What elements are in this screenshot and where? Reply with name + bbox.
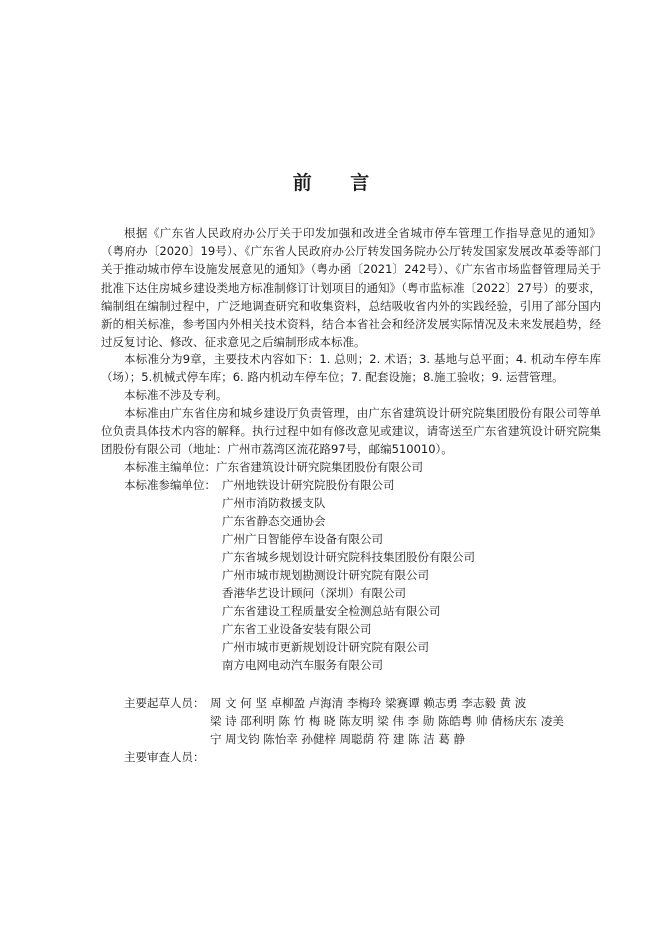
drafters-names-line: 宁 周戈钧 陈怡幸 孙健梓 周聪荫 符 建 陈 洁 葛 静 [210, 732, 466, 746]
participating-org: 香港华艺设计顾问（深圳）有限公司 [222, 586, 406, 600]
preface-paragraph-contents [101, 350, 601, 386]
chief-editor-label: 本标准主编单位： [124, 460, 216, 474]
participating-org: 广东省城乡规划设计研究院科技集团股份有限公司 [222, 550, 475, 564]
reviewers-label: 主要审查人员： [124, 750, 205, 764]
participating-org: 广东省建设工程质量安全检测总站有限公司 [222, 604, 441, 618]
paragraph-text: 根据《广东省人民政府办公厅关于印发加强和改进全省城市停车管理工作指导意见的通知》（粤府办〔2020〕19号）、《广东省人民政府办公厅转发国务院办公厅转发国家发展改革委等部门关于推动城市停车设施发展意见的通知》（粤办函〔2021〕242号）、《广东省市场监督管理局关于批准下达住房城乡建设类地方标准制修订计划项目的通知》（粤市监标准〔2022〕27号）的要求，编制组在编制过程中，广泛地调查研究和收集资料，总结吸收省内外的实践经验，引用了部分国内新的相关标准，参考国内外相关技术资料，结合本省社会和经济发展实际情况及未来发展趋势，经过反复讨论、修改、征求意见之后编制形成本标准。 [101, 226, 601, 350]
participating-org: 广州市消防救援支队 [222, 496, 326, 510]
chief-editor-org: 广东省建筑设计研究院集团股份有限公司 [216, 460, 423, 474]
participating-org: 广州市城市更新规划设计研究院有限公司 [222, 640, 429, 654]
paragraph-text: 本标准分为9章，主要技术内容如下：1. 总则；2. 术语；3. 基地与总平面；4. 机动车停车库（场）；5.机械式停车库；6. 路内机动车停车位；7. 配套设施；8.施工验收；9. 运营管理。 [101, 352, 601, 385]
drafters-names-line: 周 文 何 坚 卓柳盈 卢海清 李梅玲 梁赛谭 赖志勇 李志毅 黄 波 [210, 696, 527, 710]
drafters-names-line: 梁 诗 邵利明 陈 竹 梅 晓 陈友明 梁 伟 李 勋 陈皓粤 帅 倩杨庆东 凌美 [210, 714, 564, 728]
participating-org: 广州广日智能停车设备有限公司 [222, 532, 383, 546]
chief-editor-line [124, 458, 423, 476]
participating-label: 本标准参编单位： [124, 478, 216, 492]
participating-org: 广东省静态交通协会 [222, 514, 326, 528]
participating-org: 广州地铁设计研究院股份有限公司 [222, 478, 395, 492]
preface-paragraph-patent [101, 386, 601, 404]
paragraph-text: 本标准由广东省住房和城乡建设厅负责管理，由广东省建筑设计研究院集团股份有限公司等单位负责具体技术内容的解释。执行过程中如有修改意见或建议，请寄送至广东省建筑设计研究院集团股份有限公司（地址：广州市荔湾区流花路97号，邮编510010）。 [101, 406, 601, 457]
participating-org: 广东省工业设备安装有限公司 [222, 622, 372, 636]
participating-label-line [124, 476, 216, 494]
page-title: 前 言 [292, 172, 386, 194]
paragraph-text: 本标准不涉及专利。 [124, 388, 228, 402]
preface-paragraph-management [101, 404, 601, 459]
drafters-label-line [124, 694, 205, 712]
preface-paragraph-basis [101, 224, 601, 351]
reviewers-label-line [124, 748, 205, 766]
drafters-label: 主要起草人员： [124, 696, 205, 710]
participating-org: 南方电网电动汽车服务有限公司 [222, 658, 383, 672]
participating-org: 广州市城市规划勘测设计研究院有限公司 [222, 568, 429, 582]
